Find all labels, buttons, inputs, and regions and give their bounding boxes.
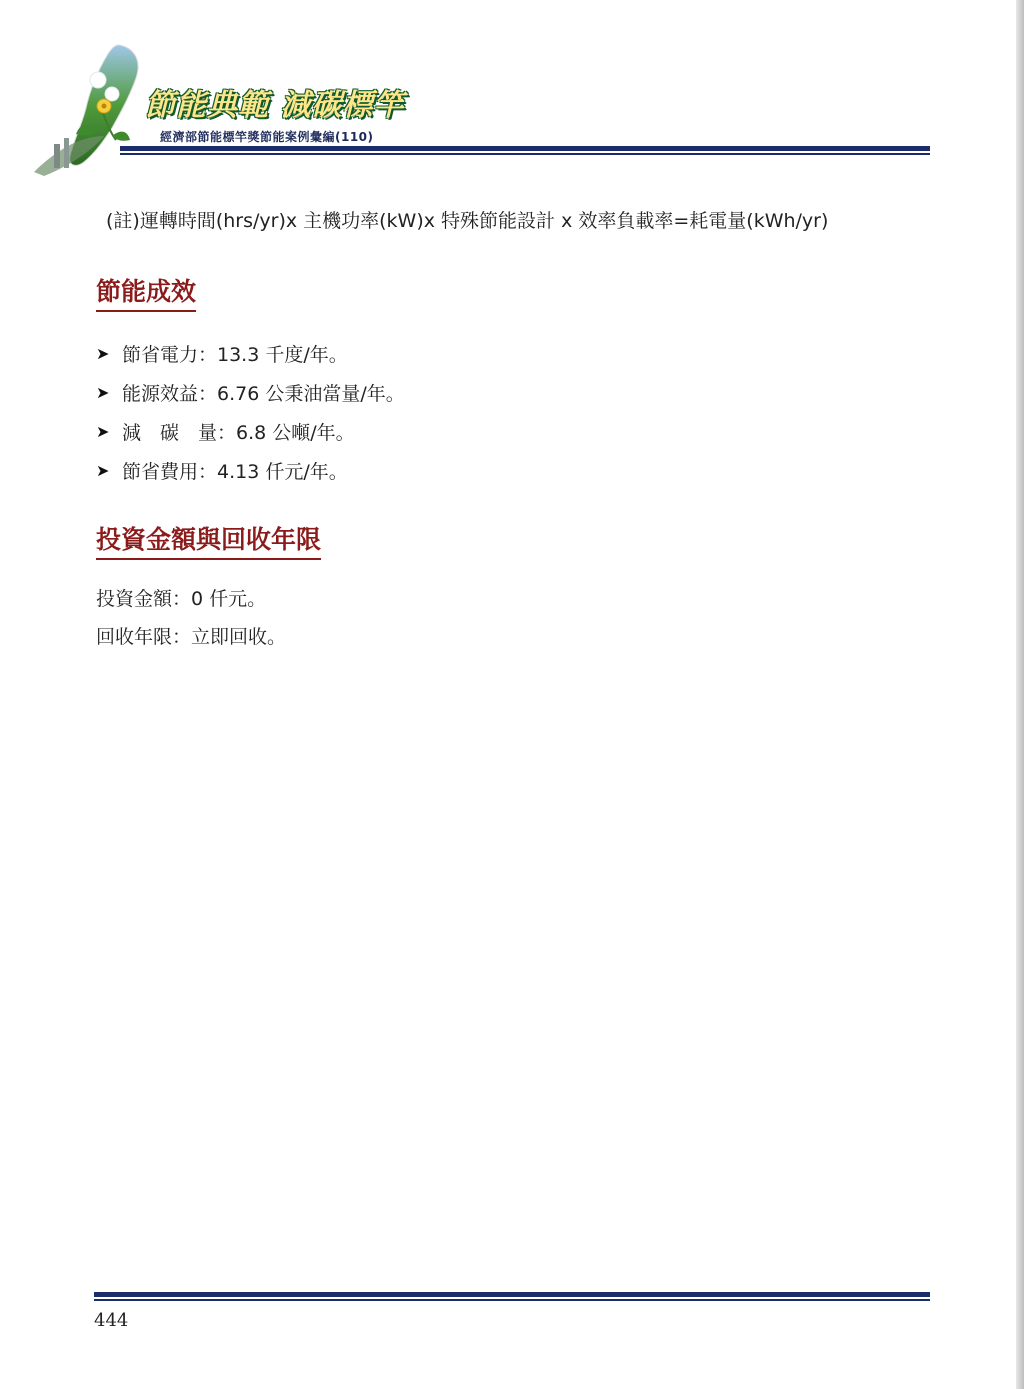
payback-period: 回收年限：立即回收。 [96, 626, 287, 648]
list-item [96, 373, 405, 412]
savings-energy-benefit: 能源效益：6.76 公秉油當量/年。 [122, 383, 405, 405]
section-heading-savings: 節能成效 [96, 272, 196, 312]
savings-carbon-reduction: 減 碳 量：6.8 公噸/年。 [122, 422, 355, 444]
section-heading-investment: 投資金額與回收年限 [96, 520, 321, 560]
savings-cost: 節省費用：4.13 仟元/年。 [122, 461, 348, 483]
investment-amount: 投資金額：0 仟元。 [96, 588, 267, 610]
header-rule-thin [120, 153, 930, 155]
arrowhead-bullet-icon: ➤ [96, 461, 110, 480]
header-title: 節能典範 減碳標竿 [145, 88, 405, 123]
header-subtitle: 經濟部節能標竿獎節能案例彙編(110) [160, 130, 374, 144]
formula-note: (註)運轉時間(hrs/yr)x 主機功率(kW)x 特殊節能設計 x 效率負載率=耗電量(kWh/yr) [106, 210, 829, 232]
page-edge-shadow [1016, 0, 1024, 1389]
arrowhead-bullet-icon: ➤ [96, 422, 110, 441]
savings-list [96, 334, 405, 490]
header-rule-thick [120, 146, 930, 151]
list-item [96, 451, 405, 490]
footer-rule-thick [94, 1292, 930, 1297]
page-number: 444 [94, 1310, 129, 1331]
arrowhead-bullet-icon: ➤ [96, 344, 110, 363]
list-item [96, 334, 405, 373]
list-item [96, 412, 405, 451]
arrowhead-bullet-icon: ➤ [96, 383, 110, 402]
footer-rule-thin [94, 1299, 930, 1301]
savings-electricity: 節省電力：13.3 千度/年。 [122, 344, 348, 366]
